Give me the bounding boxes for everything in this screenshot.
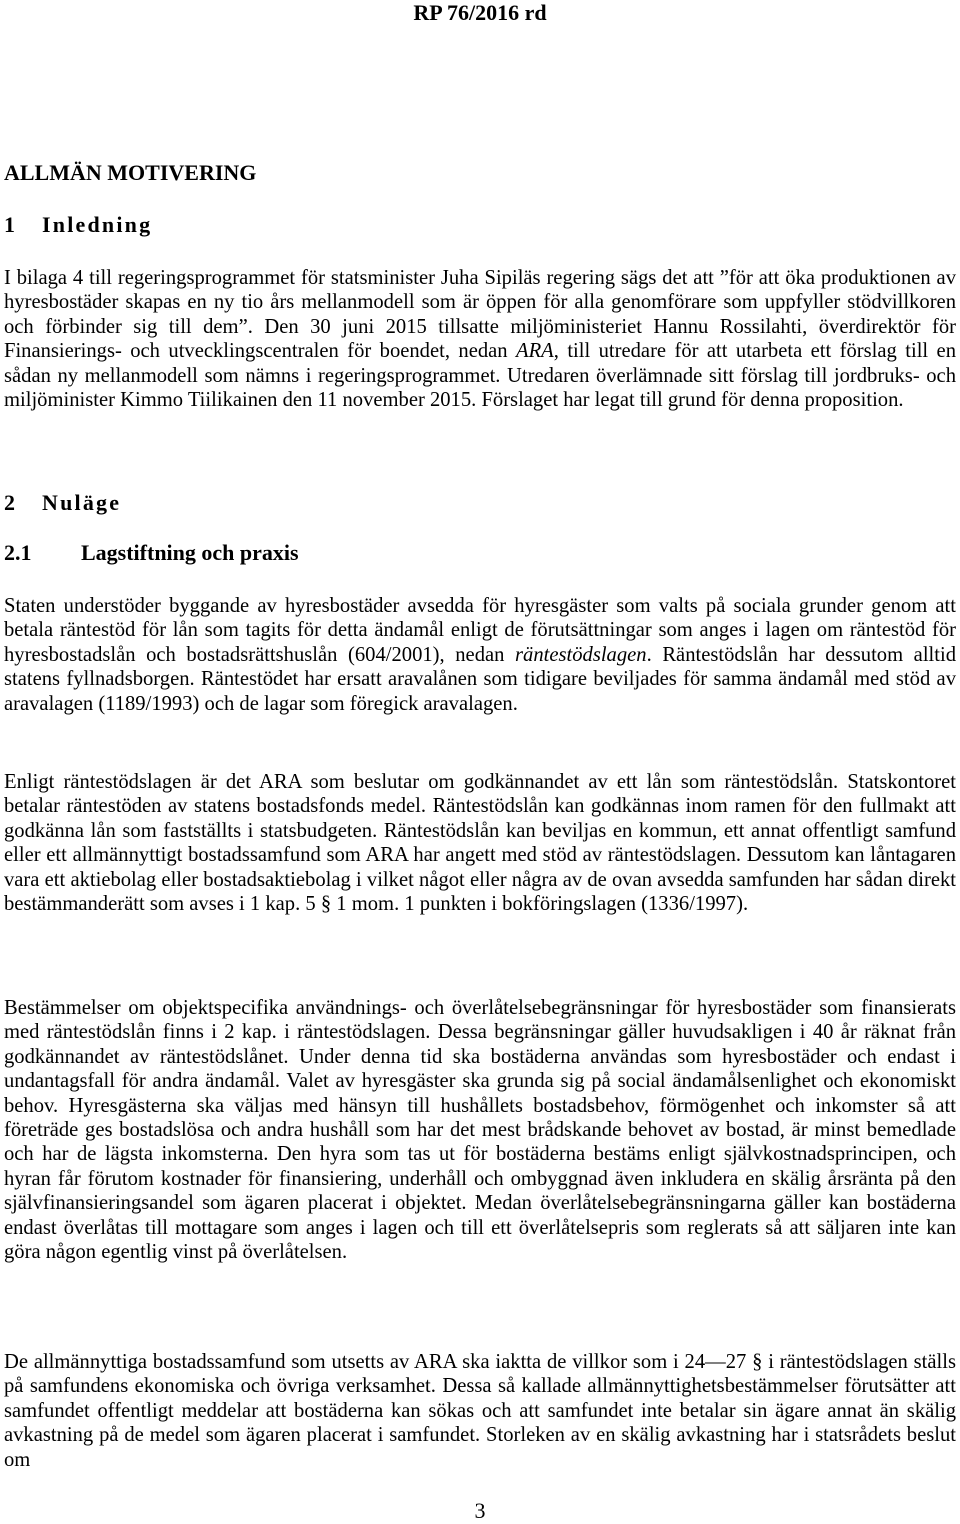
paragraph-text: Enligt räntestödslagen är det ARA som beslutar om godkännandet av ett lån som räntestödslån. Statskontoret betalar räntestöden av statens bostadsfonds medel. Räntestödslån kan godkännas inom ramen för den fullmakt att godkänna lån som fastställts i statsbudgeten. Räntestödslån kan beviljas en kommun, ett annat offentligt samfund eller ett allmännyttigt bostadssamfund som ARA har angett med stöd av räntestödslagen. Dessutom kan låntagaren vara ett aktiebolag eller bostadsaktiebolag i vilket något eller några av de ovan avsedda samfunden har sådan direkt bestämmanderätt som avses i 1 kap. 5 § 1 mom. 1 punkten i bokföringslagen (1336/1997). [4,771,956,916]
paragraph-ara [4,770,956,916]
paragraph-allmannyttiga [4,1350,956,1472]
section-title: Nuläge [42,490,122,515]
page-number: 3 [474,1498,486,1523]
paragraph-begransningar [4,996,956,1264]
subsection-title: Lagstiftning och praxis [81,540,299,565]
section-heading-1 [4,212,152,238]
section-number: 2 [4,490,15,515]
paragraph-text-end: . Räntestödslån har dessutom alltid statens fyllnadsborgen. Räntestödet har ersatt aravalånen som tidigare beviljades för samma ändamål med stöd av aravalagen (1189/1993) och de lagar som föregick aravalagen. [4,643,957,715]
defined-term: räntestödslagen [515,643,647,666]
main-heading: ALLMÄN MOTIVERING [4,160,257,185]
paragraph-rantestod [4,594,956,716]
abbreviation-term: ARA [516,340,554,363]
paragraph-text: Bestämmelser om objektspecifika användnings- och överlåtelsebegränsningar för hyresbostäder som finansierats med räntestödslån finns i 2 kap. i räntestödslagen. Dessa begränsningar gäller huvudsakligen i 40 år räknat från godkännandet av räntestödslånet. Under denna tid ska bostäderna användas som hyresbostäder och endast i undantagsfall för andra ändamål. Valet av hyresgäster ska grunda sig på social ändamålsenlighet och ekonomiskt behov. Hyresgästerna ska väljas med hänsyn till hushållets bostadsbehov, förmögenhet och inkomster så att företräde ges bostadslösa och andra hushåll som har det mest brådskande behovet av bostad, är minst bemedlade och har de lägsta inkomsterna. Den hyra som tas ut för bostäderna bestäms enligt självkostnadsprincipen, och hyran får förutom kostnader för finansiering, underhåll och ombyggnad även inkludera en skälig årsränta på den självfinansieringsandel som ägaren placerat i objektet. Medan överlåtelsebegränsningarna gäller kan bostäderna endast överlåtas till mottagare som anges i lagen och till ett överlåtelsepris som reglerats så att säljaren inte kan göra någon egentlig vinst på överlåtelsen. [4,997,956,1264]
section-number: 1 [4,212,15,237]
paragraph-introduction [4,266,956,412]
section-title: Inledning [42,212,153,237]
section-heading-2 [4,490,121,516]
subsection-heading-2-1 [4,540,299,566]
document-id-header: RP 76/2016 rd [413,0,547,25]
paragraph-text: Staten understöder byggande av hyresbostäder avsedda för hyresgäster som valts på sociala grunder genom att betala räntestöd för lån som tagits för detta ändamål enligt de förutsättningar som anges i lagen om räntestöd för hyresbostadslån och bostadsrättshuslån (604/2001), nedan [4,595,956,666]
paragraph-text: I bilaga 4 till regeringsprogrammet för statsminister Juha Sipiläs regering sägs det att ”för att öka produktionen av hyresbostäder skapas en ny tio års mellanmodell som är öppen för alla genomförare som uppfyller stödvillkoren och förbinder sig till dem”. Den 30 juni 2015 tillsatte miljöministeriet Hannu Rossilahti, överdirektör för Finansierings- och utvecklingscentralen för boendet, nedan [4,267,956,363]
subsection-number: 2.1 [4,540,32,565]
paragraph-text: De allmännyttiga bostadssamfund som utsetts av ARA ska iaktta de villkor som i 24—27 § i räntestödslagen ställs på samfundens ekonomiska och övriga verksamhet. Dessa så kallade allmännyttighetsbestämmelser förutsätter att samfundet offentligt meddelar att bostäderna kan sökas och att samfundet inte betalar sin ägare annat än skälig avkastning på de medel som ägaren placerat i samfundet. Storleken av en skälig avkastning har i statsrådets beslut om [4,1351,956,1471]
paragraph-text-end: , till utredare för att utarbeta ett förslag till en sådan ny mellanmodell som nämns i regeringsprogrammet. Utredaren överlämnade sitt förslag till jordbruks- och miljöminister Kimmo Tiilikainen den 11 november 2015. Förslaget har legat till grund för denna proposition. [4,340,956,412]
